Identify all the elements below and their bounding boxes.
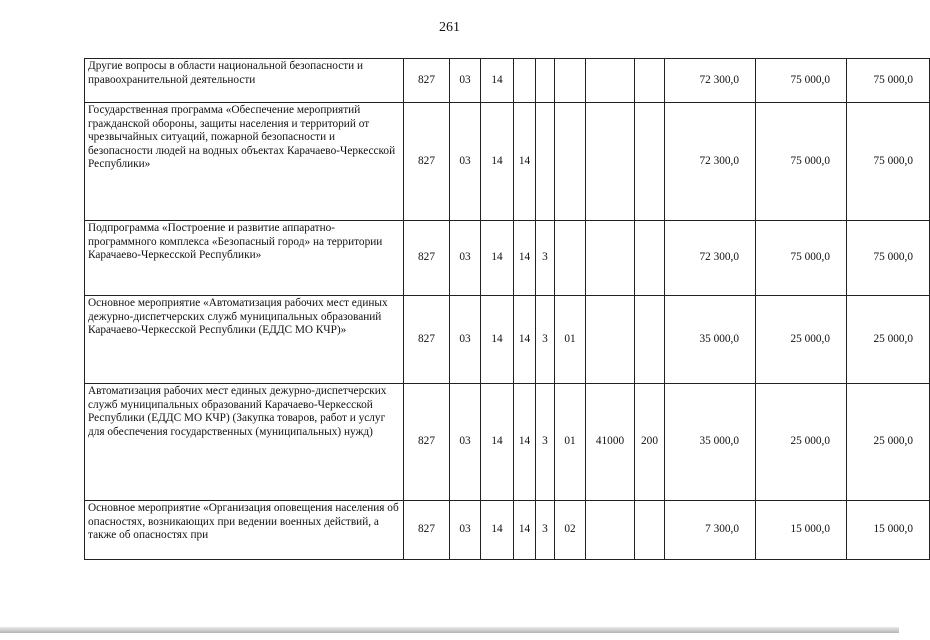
amount-year3-cell: 15 000,0 — [847, 501, 930, 560]
subprogram-code-cell: 3 — [536, 296, 555, 384]
section-code-cell: 03 — [450, 501, 481, 560]
amount-year1-cell: 72 300,0 — [665, 103, 756, 221]
activity-code-cell — [555, 59, 586, 103]
subsection-code-cell: 14 — [481, 103, 514, 221]
amount-year2-cell: 75 000,0 — [756, 59, 847, 103]
program-code-cell: 14 — [514, 221, 536, 296]
row-name-cell: Другие вопросы в области национальной безопасности и правоохранительной деятельности — [85, 59, 404, 103]
expense-type-cell — [635, 221, 665, 296]
table-row — [85, 501, 930, 560]
amount-year2-cell: 25 000,0 — [756, 384, 847, 501]
table-row — [85, 59, 930, 103]
activity-code-cell: 01 — [555, 384, 586, 501]
amount-year2-cell: 25 000,0 — [756, 296, 847, 384]
amount-year3-cell: 75 000,0 — [847, 103, 930, 221]
program-code-cell: 14 — [514, 103, 536, 221]
activity-code-cell: 01 — [555, 296, 586, 384]
direction-code-cell — [586, 296, 635, 384]
program-code-cell: 14 — [514, 384, 536, 501]
subprogram-code-cell: 3 — [536, 384, 555, 501]
direction-code-cell — [586, 501, 635, 560]
section-code-cell: 03 — [450, 103, 481, 221]
admin-code-cell: 827 — [404, 59, 450, 103]
subsection-code-cell: 14 — [481, 221, 514, 296]
table-row — [85, 296, 930, 384]
direction-code-cell: 41000 — [586, 384, 635, 501]
expense-type-cell — [635, 59, 665, 103]
expense-type-cell — [635, 501, 665, 560]
subsection-code-cell: 14 — [481, 296, 514, 384]
amount-year2-cell: 75 000,0 — [756, 221, 847, 296]
amount-year2-cell: 15 000,0 — [756, 501, 847, 560]
admin-code-cell: 827 — [404, 384, 450, 501]
subsection-code-cell: 14 — [481, 59, 514, 103]
section-code-cell: 03 — [450, 221, 481, 296]
amount-year1-cell: 35 000,0 — [665, 384, 756, 501]
admin-code-cell: 827 — [404, 103, 450, 221]
expense-type-cell — [635, 103, 665, 221]
subprogram-code-cell — [536, 103, 555, 221]
amount-year3-cell: 25 000,0 — [847, 296, 930, 384]
activity-code-cell — [555, 221, 586, 296]
activity-code-cell — [555, 103, 586, 221]
admin-code-cell: 827 — [404, 296, 450, 384]
subprogram-code-cell: 3 — [536, 221, 555, 296]
activity-code-cell: 02 — [555, 501, 586, 560]
amount-year1-cell: 35 000,0 — [665, 296, 756, 384]
program-code-cell: 14 — [514, 501, 536, 560]
section-code-cell: 03 — [450, 59, 481, 103]
row-name-cell: Основное мероприятие «Автоматизация рабочих мест единых дежурно-диспетчерских служб муниципальных образований Карачаево-Черкесской Республики (ЕДДС МО КЧР)» — [85, 296, 404, 384]
amount-year3-cell: 75 000,0 — [847, 59, 930, 103]
amount-year3-cell: 75 000,0 — [847, 221, 930, 296]
subsection-code-cell: 14 — [481, 501, 514, 560]
amount-year3-cell: 25 000,0 — [847, 384, 930, 501]
row-name-cell: Автоматизация рабочих мест единых дежурно-диспетчерских служб муниципальных образований Карачаево-Черкесской Республики (ЕДДС МО КЧР) (Закупка товаров, работ и услуг для обеспечения государственных (муниципальных) нужд) — [85, 384, 404, 501]
table-row — [85, 384, 930, 501]
amount-year1-cell: 7 300,0 — [665, 501, 756, 560]
scan-bottom-edge — [0, 627, 899, 633]
expense-type-cell — [635, 296, 665, 384]
table-row — [85, 221, 930, 296]
expense-type-cell: 200 — [635, 384, 665, 501]
admin-code-cell: 827 — [404, 501, 450, 560]
budget-table — [84, 58, 930, 560]
direction-code-cell — [586, 103, 635, 221]
amount-year2-cell: 75 000,0 — [756, 103, 847, 221]
budget-table-body — [85, 59, 930, 560]
section-code-cell: 03 — [450, 296, 481, 384]
subprogram-code-cell — [536, 59, 555, 103]
program-code-cell — [514, 59, 536, 103]
page-number: 261 — [439, 20, 460, 35]
section-code-cell: 03 — [450, 384, 481, 501]
subprogram-code-cell: 3 — [536, 501, 555, 560]
amount-year1-cell: 72 300,0 — [665, 221, 756, 296]
direction-code-cell — [586, 59, 635, 103]
admin-code-cell: 827 — [404, 221, 450, 296]
amount-year1-cell: 72 300,0 — [665, 59, 756, 103]
row-name-cell: Основное мероприятие «Организация оповещения населения об опасностях, возникающих при ведении военных действий, а также об опасностях при — [85, 501, 404, 560]
direction-code-cell — [586, 221, 635, 296]
table-row — [85, 103, 930, 221]
subsection-code-cell: 14 — [481, 384, 514, 501]
program-code-cell: 14 — [514, 296, 536, 384]
row-name-cell: Подпрограмма «Построение и развитие аппаратно-программного комплекса «Безопасный город» на территории Карачаево-Черкесской Республики» — [85, 221, 404, 296]
row-name-cell: Государственная программа «Обеспечение мероприятий гражданской обороны, защиты населения и территорий от чрезвычайных ситуаций, пожарной безопасности и безопасности людей на водных объектах Карачаево-Черкесской Республики» — [85, 103, 404, 221]
